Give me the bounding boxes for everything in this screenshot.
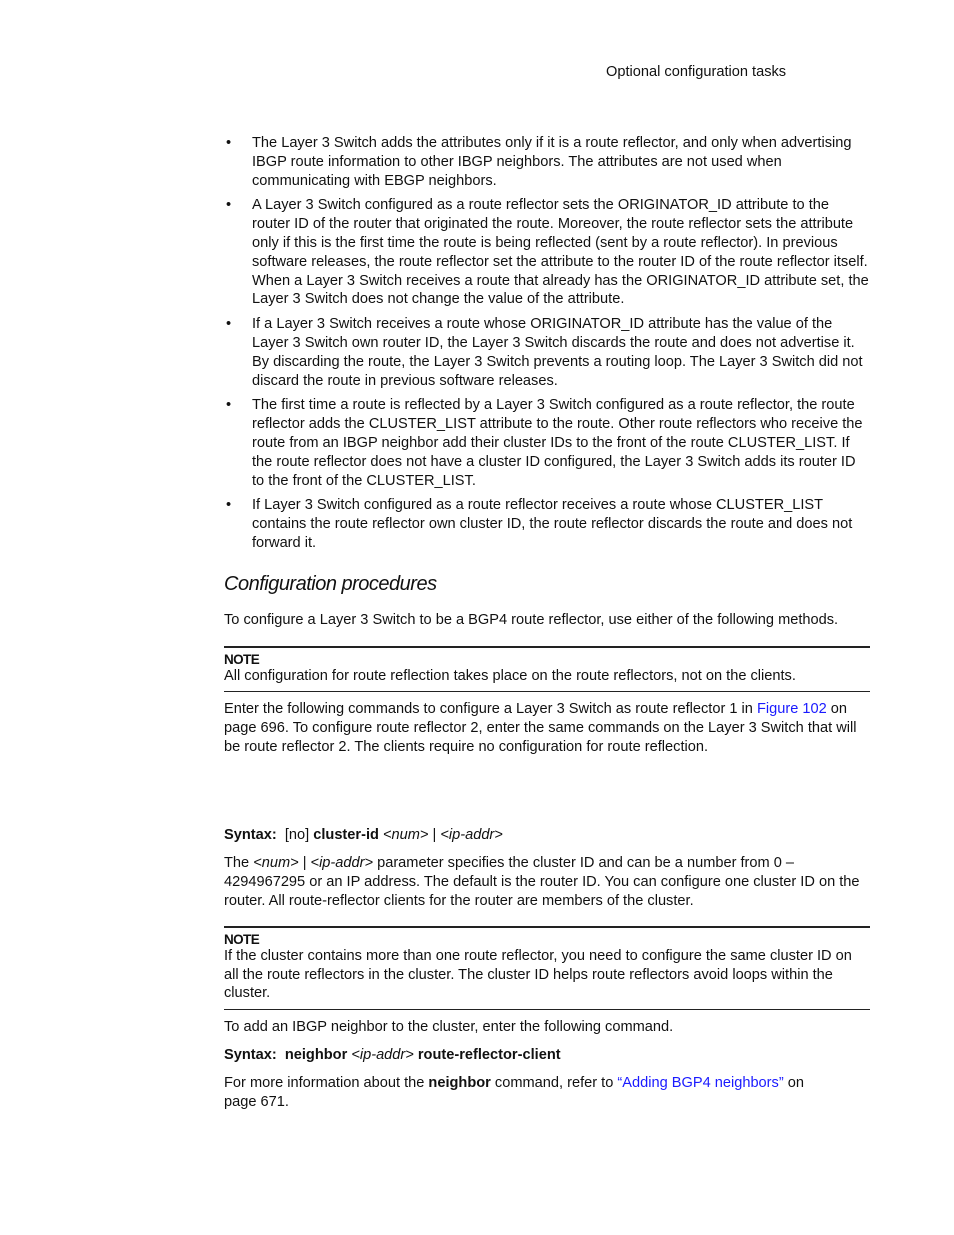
more-info-paragraph: For more information about the neighbor command, refer to “Adding BGP4 neighbors” on page 671. (224, 1075, 804, 1110)
note-text: All configuration for route reflection takes place on the route reflectors, not on the clients. (224, 667, 796, 684)
note-label: NOTE (224, 652, 260, 667)
bullet-icon: • (226, 197, 232, 214)
list-item: • If Layer 3 Switch configured as a route reflector receives a route whose CLUSTER_LIST contains the route reflector own cluster ID, the route reflector discards the route and does not forward it. (226, 497, 853, 551)
note-box (224, 646, 870, 692)
enter-commands-paragraph: Enter the following commands to configure a Layer 3 Switch as route reflector 1 in Figure 102 on page 696. To configure route reflector 2, enter the same commands on the Layer 3 Switch that will be route reflector 2. The clients require no configuration for route reflection. (224, 701, 857, 755)
figure-link[interactable]: Figure 102 (756, 701, 827, 717)
add-neighbor-paragraph: To add an IBGP neighbor to the cluster, enter the following command. (224, 1019, 674, 1035)
syntax-neighbor: Syntax: neighbor <ip-addr> route-reflector-client (224, 1047, 561, 1063)
command-name: neighbor (284, 1047, 348, 1063)
running-header: Optional configuration tasks (606, 64, 787, 80)
syntax-label: Syntax: (224, 1047, 277, 1063)
bullet-list (224, 134, 870, 559)
adding-neighbors-link[interactable]: “Adding BGP4 neighbors” (617, 1075, 784, 1091)
bullet-icon: • (226, 497, 232, 514)
bullet-icon: • (226, 397, 232, 414)
note-label: NOTE (224, 932, 260, 947)
command-name: cluster-id (313, 827, 379, 843)
syntax-label: Syntax: (224, 827, 277, 843)
parameter-paragraph: The <num> | <ip-addr> parameter specifies the cluster ID and can be a number from 0 – 4294967295 or an IP address. The default is the router ID. You can configure one cluster ID on the router. All route-reflector clients for the router are members of the cluster. (224, 855, 860, 909)
list-item: • The first time a route is reflected by a Layer 3 Switch configured as a route reflector, the route reflector adds the CLUSTER_LIST attribute to the route. Other route reflectors who receive the route from an IBGP neighbor add their cluster IDs to the front of the route CLUSTER_LIST. If the route reflector does not have a cluster ID configured, the Layer 3 Switch adds its router ID to the front of the CLUSTER_LIST. (226, 397, 863, 489)
note-text: If the cluster contains more than one route reflector, you need to configure the same cluster ID on all the route reflectors in the cluster. The cluster ID helps route reflectors avoid loops within the cluster. (224, 947, 852, 1002)
list-item: • If a Layer 3 Switch receives a route whose ORIGINATOR_ID attribute has the value of the Layer 3 Switch own router ID, the Layer 3 Switch discards the route and does not advertise it. By discarding the route, the Layer 3 Switch prevents a routing loop. The Layer 3 Switch did not discard the route in previous software releases. (226, 316, 863, 389)
list-item: • The Layer 3 Switch adds the attributes only if it is a route reflector, and only when advertising IBGP route information to other IBGP neighbors. The attributes are not used when communicating with EBGP neighbors. (226, 135, 852, 189)
intro-paragraph: To configure a Layer 3 Switch to be a BGP4 route reflector, use either of the following methods. (224, 612, 839, 628)
syntax-cluster-id: Syntax: [no] cluster-id <num> | <ip-addr> (224, 827, 503, 843)
list-item: • A Layer 3 Switch configured as a route reflector sets the ORIGINATOR_ID attribute to the router ID of the router that originated the route. Moreover, the route reflector sets the attribute only if this is the first time the route is being reflected (sent by a route reflector). In previous software releases, the route reflector set the attribute to the router ID of the route reflector itself. When a Layer 3 Switch receives a route that already has the ORIGINATOR_ID attribute set, the Layer 3 Switch does not change the value of the attribute. (226, 197, 869, 308)
section-heading: Configuration procedures (224, 573, 437, 595)
bullet-icon: • (226, 316, 232, 333)
bullet-icon: • (226, 135, 232, 151)
note-box (224, 926, 870, 1010)
